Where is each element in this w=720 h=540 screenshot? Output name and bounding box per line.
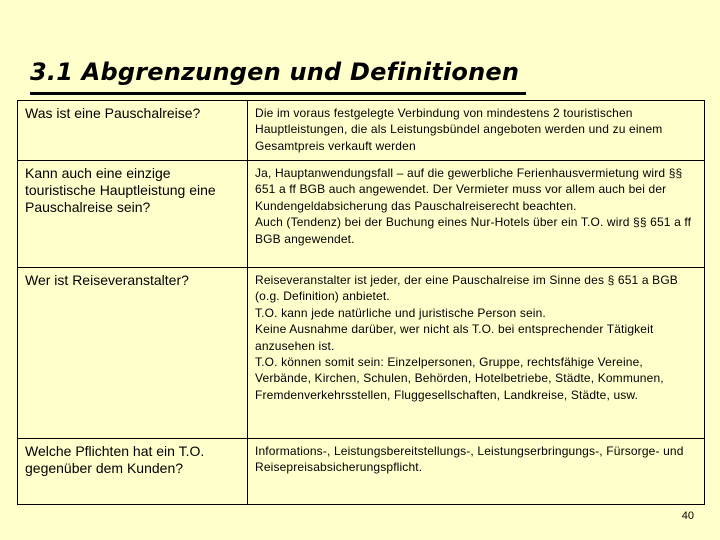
answer-paragraph: Informations-, Leistungsbereitstellungs-, Leistungserbringungs-, Fürsorge- und Reisepreisabsicherungspflicht.: [255, 444, 684, 475]
question-cell: Wer ist Reiseveranstalter?: [18, 268, 248, 439]
table-row: [18, 268, 705, 439]
answer-cell: [248, 101, 705, 161]
answer-paragraph: Auch (Tendenz) bei der Buchung eines Nur-Hotels über ein T.O. wird §§ 651 a ff BGB angewendet.: [255, 215, 692, 246]
answer-cell: [248, 439, 705, 505]
answer-paragraph: Ja, Hauptanwendungsfall – auf die gewerbliche Ferienhausvermietung wird §§ 651 a ff BGB auch angewendet. Der Vermieter muss vor allem auch bei der Kundengeldabsicherung das Pauschalreiserecht beachten.: [255, 166, 683, 213]
answer-paragraph: Keine Ausnahme darüber, wer nicht als T.O. bei entsprechender Tätigkeit anzusehen ist.: [255, 322, 654, 353]
answer-paragraph: T.O. können somit sein: Einzelpersonen, Gruppe, rechtsfähige Vereine, Verbände, Kirchen, Schulen, Behörden, Hotelbetriebe, Städte, Kommunen, Fremdenverkehrsstellen, Fluggesellschaften, Landkreise, Städte, usw.: [255, 355, 664, 402]
table-row: [18, 161, 705, 268]
table-row: [18, 101, 705, 161]
page-number: 40: [681, 510, 694, 522]
answer-cell: [248, 268, 705, 439]
question-cell: Kann auch eine einzige touristische Hauptleistung eine Pauschalreise sein?: [18, 161, 248, 268]
answer-paragraph: Die im voraus festgelegte Verbindung von mindestens 2 touristischen Hauptleistungen, die als Leistungsbündel angeboten werden und zu einem Gesamtpreis verkauft werden: [255, 106, 663, 153]
definitions-table: [17, 100, 705, 505]
question-cell: Welche Pflichten hat ein T.O. gegenüber dem Kunden?: [18, 439, 248, 505]
answer-paragraph: T.O. kann jede natürliche und juristische Person sein.: [255, 305, 546, 320]
title-underline: [30, 92, 526, 95]
slide-title: 3.1 Abgrenzungen und Definitionen: [30, 58, 520, 86]
question-cell: Was ist eine Pauschalreise?: [18, 101, 248, 161]
table-row: [18, 439, 705, 505]
answer-cell: [248, 161, 705, 268]
answer-paragraph: Reiseveranstalter ist jeder, der eine Pauschalreise im Sinne des § 651 a BGB (o.g. Definition) anbietet.: [255, 273, 678, 304]
